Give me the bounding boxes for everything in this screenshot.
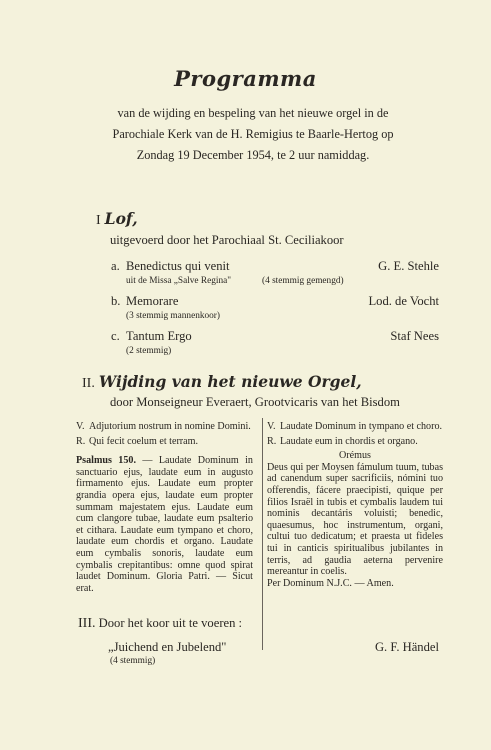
section-3-piece: „Juichend en Jubelend" xyxy=(108,640,227,654)
item-c-letter: c. xyxy=(111,329,120,343)
section-3-number: III. xyxy=(78,616,96,631)
section-3-composer: G. F. Händel xyxy=(374,640,439,654)
item-a-voices: (4 stemmig gemengd) xyxy=(262,276,344,286)
prayer-closing: Per Dominum N.J.C. — Amen. xyxy=(267,577,394,589)
subtitle: van de wijding en bespeling van het nieuwe orgel in de Parochiale Kerk van de H. Remigius te Baarle-Hertog op Zondag 19 December 1954, te 2 uur namiddag. xyxy=(112,106,394,162)
section-1-number: I xyxy=(96,213,101,228)
psalm-label: Psalmus 150. xyxy=(76,455,136,467)
item-c-note: (2 stemmig) xyxy=(126,346,172,356)
oremus-heading: Orémus xyxy=(339,450,371,462)
item-b-letter: b. xyxy=(111,294,121,308)
column-divider xyxy=(262,418,263,650)
item-c-composer: Staf Nees xyxy=(390,329,439,343)
section-2-heading xyxy=(82,372,362,392)
item-c-title: Tantum Ergo xyxy=(126,329,192,343)
item-b-title: Memorare xyxy=(126,294,179,308)
section-2-number: II. xyxy=(82,376,95,391)
section-3-text: Door het koor uit te voeren : xyxy=(98,616,243,630)
item-a-note: uit de Missa „Salve Regina" xyxy=(126,276,232,286)
item-b-composer: Lod. de Vocht xyxy=(368,294,439,308)
item-b-note: (3 stemmig mannenkoor) xyxy=(126,311,220,321)
right-column xyxy=(267,421,443,589)
prayer-text: Deus qui per Moysen fámulum tuum, tubas ad canendum super sacrificiis, nómini tuo offerendis, fácere praecipisti, quique per filios Israël in tubis et cymbalis laudem tui nominis decantáris voluisti; benedic, quaesumus, hoc instrumentum, organi, cultui tuo dedicatum; et praesta ut fideles tui in canticis spiritualibus jubilantes in terris, ad gaudia aeterna pervenire mereantur in coelis. xyxy=(267,461,443,578)
page-title: Programma xyxy=(174,66,317,91)
item-a-letter: a. xyxy=(111,259,120,273)
section-2-title: Wijding van het nieuwe Orgel, xyxy=(98,372,362,391)
right-versicle: V. Laudate Dominum in tympano et choro. xyxy=(267,421,443,432)
item-a-composer: G. E. Stehle xyxy=(378,259,439,273)
right-response: R. Laudate eum in chordis et organo. xyxy=(267,435,418,447)
left-column xyxy=(76,421,253,594)
section-1-title: Lof, xyxy=(104,209,138,228)
section-3-note: (4 stemmig) xyxy=(110,656,156,666)
left-versicle: V. Adjutorium nostrum in nomine Domini. xyxy=(76,421,251,432)
section-1-performer: uitgevoerd door het Parochiaal St. Ceciliakoor xyxy=(110,233,344,247)
section-3-heading xyxy=(78,616,242,632)
section-2-performer: door Monseigneur Everaert, Grootvicaris van het Bisdom xyxy=(110,395,400,409)
left-response: R. Qui fecit coelum et terram. xyxy=(76,435,199,447)
psalm-text: Psalmus 150. — Laudate Dominum in sanctuario ejus, laudate eum in augusto firmamento ejus. Laudate eum propter grandia opera ejus, laudate eum propter summam majestatem ejus. Laudate eum cum clangore tubae, laudate eum psalterio et cithara. Laudate eum tympano et choro, laudate eum chordis et organo. Laudate eum cymbalis sonoris, laudate eum cymbalis crepitantibus: omne quod spirat laudet Dominum. Gloria Patri. — Sicut erat. xyxy=(76,455,253,594)
item-a-title: Benedictus qui venit xyxy=(126,259,230,273)
section-1-heading xyxy=(96,209,138,229)
